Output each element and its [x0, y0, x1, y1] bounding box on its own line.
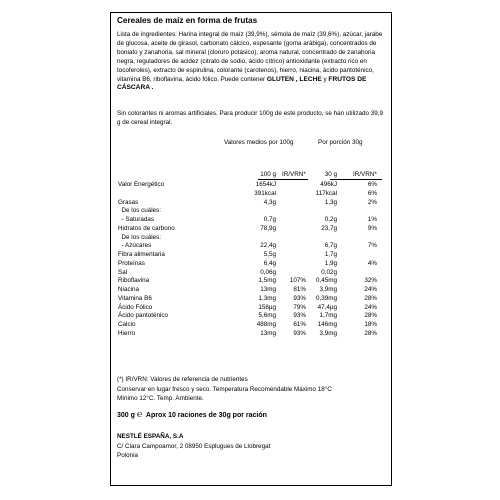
- col-irvrn-header-1: IR/VRN*: [282, 171, 306, 178]
- row-irvrn-30g: 1%: [367, 216, 377, 223]
- row-value-30g: 3,9mg: [319, 329, 337, 337]
- row-irvrn-30g: 18%: [364, 321, 377, 328]
- row-value-100g: 5,5g: [263, 251, 276, 258]
- row-irvrn-30g: 2%: [367, 198, 377, 206]
- ingredients-list: Lista de ingredientes: Harina integral de maíz (39,9%), sémola de maíz (39,6%), azúcar, jarabe de glucosa, aceite de girasol, carbonato cálcico, espesante (goma arábiga), concentrados de boniato y zanahoria, sal mineral (cloruro potásico), aroma natural, concentrado de zanahoria negra, reguladores de acidez (citrato de sodio, ácido cítrico) antioxidante (extracto rico en tocoferoles), extracto de espirulina, colorante (carotenos), hierro, niacina, ácido pantoténico, vitamina B6, riboflavina, ácido fólico. Puede contener: [117, 31, 383, 83]
- row-label: Vitamina B6: [118, 294, 152, 302]
- row-value-30g: 0,39mg: [315, 294, 337, 302]
- net-weight-line: [117, 409, 267, 419]
- row-value-100g: 13mg: [260, 329, 276, 337]
- row-irvrn-100g: 93%: [293, 329, 306, 337]
- row-label: - Azúcares: [118, 242, 152, 250]
- row-irvrn-30g: 24%: [364, 286, 377, 293]
- header-rule-30g: [330, 179, 382, 180]
- row-value-100g: 0,7g: [263, 216, 276, 223]
- row-label: Hierro: [118, 329, 136, 337]
- ingredients-text: [117, 31, 387, 93]
- row-label: Grasas: [118, 198, 139, 206]
- header-per-portion: Por porción 30g: [318, 139, 363, 146]
- row-value-100g: 22,4g: [260, 242, 276, 250]
- row-irvrn-100g: 79%: [293, 303, 306, 311]
- row-label: Valor Energético: [118, 181, 165, 188]
- row-label: Ácido Fólico: [118, 303, 153, 311]
- row-irvrn-30g: 6%: [367, 181, 377, 188]
- product-title: Cereales de maíz en forma de frutas: [117, 16, 258, 25]
- row-irvrn-100g: 107%: [289, 277, 306, 285]
- company-name: NESTLÉ ESPAÑA, S.A: [117, 433, 184, 440]
- row-value-100g: 13mg: [260, 286, 276, 293]
- allergens-lead: GLUTEN , LECHE: [266, 75, 322, 83]
- row-value-30g: 1,7g: [324, 251, 337, 258]
- row-value-30g: 0,02g: [321, 268, 337, 276]
- row-value-30g: 23,7g: [321, 224, 337, 232]
- storage-line-2: Mínimo 12°C. Temp. Ambiente.: [117, 395, 204, 402]
- row-value-100g: 158µg: [258, 303, 276, 311]
- row-irvrn-100g: 93%: [293, 312, 306, 320]
- header-rule-100g: [258, 179, 308, 180]
- row-label: De los cuáles:: [118, 233, 162, 241]
- row-value-30g: 3,9mg: [319, 286, 337, 293]
- row-value-100g: 78,9g: [260, 224, 276, 232]
- row-label: Riboflavina: [118, 277, 150, 285]
- row-irvrn-30g: 9%: [367, 224, 377, 232]
- row-label: - Saturadas: [118, 216, 155, 223]
- estimated-sign-icon: ℮: [136, 409, 143, 419]
- row-value-100g: 488mg: [256, 321, 276, 328]
- row-irvrn-30g: 4%: [367, 259, 377, 267]
- header-per-100g: Valores medios por 100g: [224, 139, 294, 146]
- row-irvrn-100g: 93%: [293, 294, 306, 302]
- row-irvrn-30g: 24%: [364, 303, 377, 311]
- row-irvrn-30g: 28%: [364, 312, 377, 320]
- row-irvrn-30g: 7%: [367, 242, 377, 250]
- row-label: Ácido pantoténico: [118, 312, 169, 320]
- row-irvrn-30g: 32%: [364, 277, 377, 285]
- row-value-100g: 1,5mg: [258, 277, 276, 285]
- row-value-100g: 1,3mg: [258, 294, 276, 302]
- row-value-30g: 1,9g: [324, 259, 337, 267]
- portions-text: Aprox 10 raciones de 30g por ración: [145, 412, 267, 419]
- row-value-30g: 1,7mg: [319, 312, 337, 320]
- row-label: De los cuáles:: [118, 207, 162, 215]
- col-irvrn-header-2: IR/VRN*: [353, 171, 377, 178]
- net-weight: 300 g: [117, 412, 135, 419]
- row-value-30g: 47,4µg: [317, 303, 337, 311]
- footnote: (*) IR/VRN: Valores de referencia de nutrientes: [117, 376, 248, 383]
- row-label: Hidratos de carbono: [118, 224, 175, 232]
- row-irvrn-30g: 28%: [364, 329, 377, 337]
- row-value-100g: 6,4g: [263, 259, 276, 267]
- row-value-30g: 146mg: [317, 321, 337, 328]
- row-irvrn-100g: 61%: [293, 321, 306, 328]
- company-address: C/ Clara Campoamor, 2 08950 Esplugues de Llobregat: [117, 443, 271, 450]
- row-value-30g: 0,2g: [324, 216, 337, 223]
- row-value-100g: 5,6mg: [258, 312, 276, 320]
- row-value-100g: 391kcal: [254, 189, 276, 197]
- row-value-30g: 0,45mg: [315, 277, 337, 285]
- allergens-tail: FRUTOS DE CÁSCARA .: [117, 75, 367, 92]
- row-label: Proteínas: [118, 259, 145, 267]
- col-30g-header: 30 g: [324, 171, 337, 178]
- row-value-100g: 4,3g: [263, 198, 276, 206]
- row-irvrn-30g: 6%: [367, 189, 377, 197]
- company-country: Polonia: [117, 452, 139, 459]
- row-label: Niacina: [118, 286, 139, 293]
- row-value-30g: 496kJ: [320, 181, 337, 188]
- row-value-30g: 6,7g: [324, 242, 337, 250]
- row-value-100g: 0,06g: [260, 268, 276, 276]
- row-label: Calcio: [118, 321, 136, 328]
- storage-line-1: Conservar en lugar fresco y seco. Temperatura Recomendable Máximo 18°C: [117, 386, 332, 393]
- row-value-30g: 117kcal: [315, 189, 337, 197]
- row-irvrn-30g: 28%: [364, 294, 377, 302]
- row-value-100g: 1654kJ: [255, 181, 276, 188]
- row-label: Fibra alimentaria: [118, 251, 165, 258]
- row-label: Sal: [118, 268, 128, 276]
- allergens-conjunction: y: [321, 75, 329, 83]
- additives-note: Sin colorantes ni aromas artificiales. Para producir 100g de este producto, se han utilizado 39,9 g de cereal integral.: [117, 110, 384, 126]
- col-100g-header: 100 g: [260, 171, 276, 178]
- row-value-30g: 1,3g: [324, 198, 337, 206]
- row-irvrn-100g: 81%: [293, 286, 306, 293]
